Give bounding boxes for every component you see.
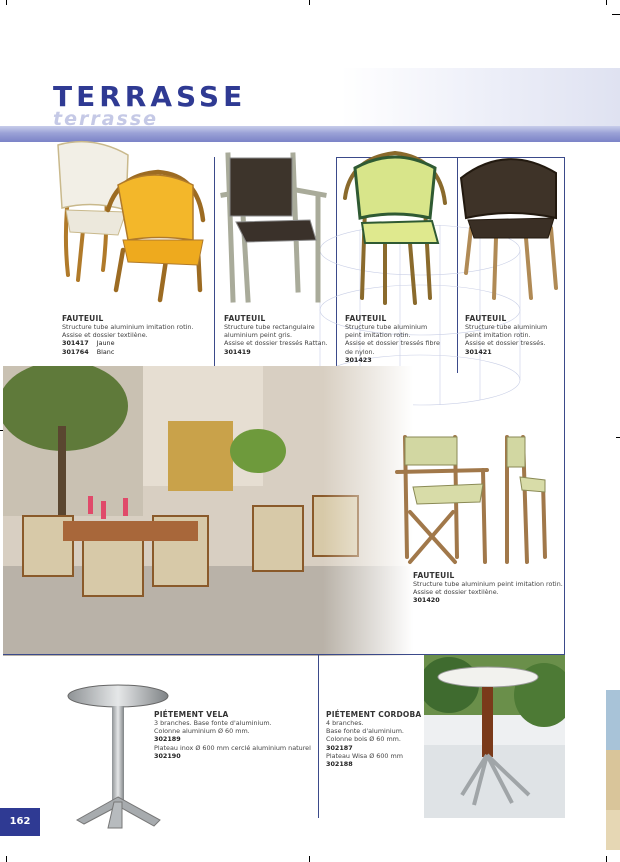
product-desc: peint imitation rotin. (345, 331, 411, 340)
product-301417 (62, 314, 212, 356)
product-desc: Assise et dossier textilène. (413, 588, 499, 597)
product-desc: Base fonte d'aluminium. (326, 727, 404, 736)
product-desc: Structure tube aluminium imitation rotin. (62, 323, 194, 331)
crop-mark (606, 0, 607, 5)
crop-mark (606, 856, 607, 862)
side-photo-sliver (606, 690, 620, 850)
product-301421 (465, 314, 563, 356)
product-desc: Plateau Wisa Ø 600 mm (326, 751, 403, 760)
crop-mark (612, 14, 620, 15)
product-code: 301420 (413, 596, 440, 605)
product-301423 (345, 314, 455, 364)
product-title: FAUTEUIL (413, 571, 455, 580)
page-title: TERRASSE (53, 80, 247, 113)
product-desc: Plateau inox Ø 600 mm cerclé aluminium naturel (154, 743, 311, 752)
product-code: 301764 Blanc (62, 347, 115, 356)
director-chairs-image (395, 432, 560, 572)
product-code: 301421 (465, 347, 492, 356)
product-301419 (224, 314, 334, 356)
product-desc: 4 branches. (326, 719, 364, 727)
product-desc: Structure tube aluminium (465, 323, 548, 331)
product-desc: Structure tube aluminium (345, 323, 428, 331)
product-title: FAUTEUIL (224, 314, 266, 323)
crop-mark (6, 856, 7, 862)
cordoba-table-photo (424, 655, 565, 818)
product-desc: Assise et dossier tressés fibre (345, 339, 440, 348)
product-code: 301419 (224, 347, 251, 356)
product-title: FAUTEUIL (62, 314, 104, 323)
product-desc: Assise et dossier tressés. (465, 339, 546, 348)
product-desc: Colonne bois Ø 60 mm. (326, 735, 401, 744)
crop-mark (6, 0, 7, 5)
product-desc: Colonne aluminium Ø 60 mm. (154, 727, 250, 736)
divider (214, 157, 215, 373)
product-cordoba (326, 710, 426, 768)
rattan-armchair-image (218, 150, 333, 310)
product-desc: Structure tube aluminium peint imitation rotin. (413, 580, 563, 588)
product-title: FAUTEUIL (465, 314, 507, 323)
product-title: FAUTEUIL (345, 314, 387, 323)
terrace-photo (3, 366, 413, 656)
product-title: PIÉTEMENT VELA (154, 710, 229, 719)
crop-mark (616, 437, 620, 438)
product-vela (154, 710, 319, 760)
product-desc: aluminium peint gris. (224, 331, 293, 340)
product-code: 302190 (154, 751, 181, 760)
crop-mark (309, 0, 310, 5)
product-desc: Assise et dossier textilène. (62, 331, 148, 340)
product-desc: Assise et dossier tressés Rattan. (224, 339, 328, 348)
product-desc: Structure tube rectangulaire (224, 323, 315, 331)
product-desc: peint imitation rotin. (465, 331, 531, 340)
product-title: PIÉTEMENT CORDOBA (326, 710, 422, 719)
product-301420 (413, 571, 563, 605)
product-code: 301417 Jaune (62, 339, 115, 348)
bistro-chair-image (48, 140, 213, 310)
crop-mark (309, 856, 310, 862)
product-code: 302187 (326, 743, 353, 752)
nylon-bistro-chair-image (340, 148, 455, 308)
product-code: 302188 (326, 760, 353, 769)
product-code: 301423 (345, 355, 372, 364)
product-code: 302189 (154, 735, 181, 744)
product-desc: de nylon. (345, 347, 375, 356)
page-number: 162 (0, 808, 40, 836)
page-subtitle: terrasse (53, 108, 159, 130)
product-desc: 3 branches. Base fonte d'aluminium. (154, 719, 272, 727)
woven-armchair-image (456, 148, 566, 308)
